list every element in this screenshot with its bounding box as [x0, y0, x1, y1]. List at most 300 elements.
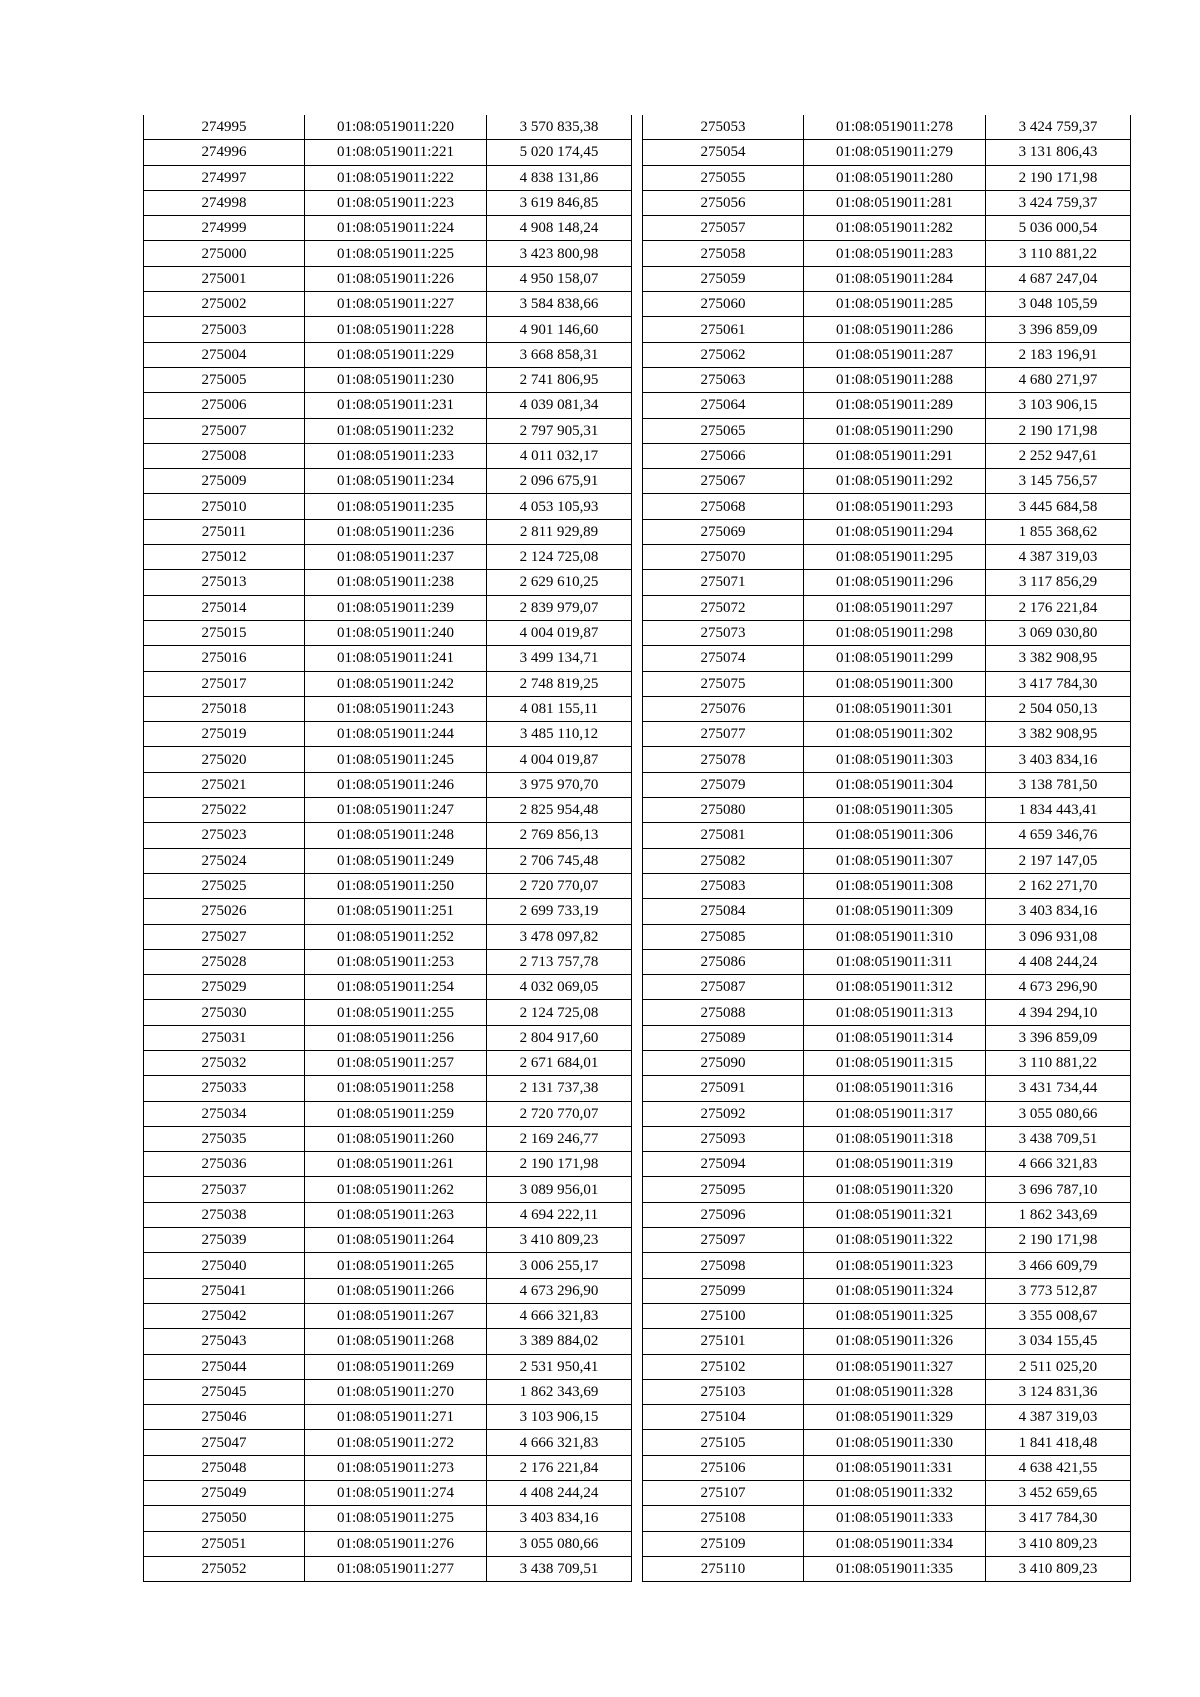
table-row	[144, 1556, 632, 1581]
cadastral-number-cell: 01:08:0519011:316	[804, 1076, 986, 1101]
record-number-cell: 275042	[144, 1303, 305, 1328]
cadastral-value-cell: 3 124 831,36	[986, 1379, 1131, 1404]
record-number-cell: 275097	[643, 1228, 804, 1253]
record-number-cell: 275070	[643, 545, 804, 570]
cadastral-number-cell: 01:08:0519011:301	[804, 696, 986, 721]
cadastral-number-cell: 01:08:0519011:288	[804, 367, 986, 392]
cadastral-number-cell: 01:08:0519011:223	[305, 190, 487, 215]
record-number-cell: 275028	[144, 949, 305, 974]
table-row	[144, 1278, 632, 1303]
cadastral-value-cell: 2 825 954,48	[487, 798, 632, 823]
cadastral-number-cell: 01:08:0519011:254	[305, 975, 487, 1000]
record-number-cell: 275056	[643, 190, 804, 215]
table-row	[643, 418, 1131, 443]
table-row	[643, 190, 1131, 215]
table-row	[144, 469, 632, 494]
cadastral-value-cell: 4 387 319,03	[986, 545, 1131, 570]
record-number-cell: 275003	[144, 317, 305, 342]
record-number-cell: 275089	[643, 1025, 804, 1050]
record-number-cell: 275093	[643, 1126, 804, 1151]
cadastral-number-cell: 01:08:0519011:309	[804, 899, 986, 924]
table-row	[643, 949, 1131, 974]
record-number-cell: 275104	[643, 1405, 804, 1430]
cadastral-value-cell: 3 417 784,30	[986, 671, 1131, 696]
cadastral-number-cell: 01:08:0519011:305	[804, 798, 986, 823]
record-number-cell: 275106	[643, 1455, 804, 1480]
cadastral-number-cell: 01:08:0519011:294	[804, 519, 986, 544]
record-number-cell: 275100	[643, 1303, 804, 1328]
cadastral-number-cell: 01:08:0519011:329	[804, 1405, 986, 1430]
table-row	[643, 1000, 1131, 1025]
record-number-cell: 275098	[643, 1253, 804, 1278]
record-number-cell: 275001	[144, 266, 305, 291]
table-row	[643, 1303, 1131, 1328]
cadastral-number-cell: 01:08:0519011:279	[804, 140, 986, 165]
record-number-cell: 275067	[643, 469, 804, 494]
record-number-cell: 275059	[643, 266, 804, 291]
cadastral-value-cell: 3 396 859,09	[986, 1025, 1131, 1050]
cadastral-number-cell: 01:08:0519011:255	[305, 1000, 487, 1025]
record-number-cell: 275016	[144, 646, 305, 671]
table-row	[144, 393, 632, 418]
cadastral-number-cell: 01:08:0519011:311	[804, 949, 986, 974]
table-row	[643, 241, 1131, 266]
cadastral-value-cell: 2 252 947,61	[986, 443, 1131, 468]
cadastral-value-cell: 2 839 979,07	[487, 595, 632, 620]
table-row	[144, 266, 632, 291]
cadastral-number-cell: 01:08:0519011:300	[804, 671, 986, 696]
cadastral-value-cell: 3 466 609,79	[986, 1253, 1131, 1278]
table-row	[144, 1379, 632, 1404]
record-number-cell: 275091	[643, 1076, 804, 1101]
cadastral-value-cell: 3 403 834,16	[986, 899, 1131, 924]
cadastral-value-cell: 2 124 725,08	[487, 1000, 632, 1025]
cadastral-number-cell: 01:08:0519011:310	[804, 924, 986, 949]
cadastral-value-cell: 3 668 858,31	[487, 342, 632, 367]
record-number-cell: 275002	[144, 292, 305, 317]
record-number-cell: 275072	[643, 595, 804, 620]
cadastral-value-cell: 1 862 343,69	[986, 1202, 1131, 1227]
table-row	[643, 848, 1131, 873]
record-number-cell: 275078	[643, 747, 804, 772]
table-row	[144, 873, 632, 898]
record-number-cell: 275007	[144, 418, 305, 443]
record-number-cell: 275081	[643, 823, 804, 848]
cadastral-value-cell: 3 424 759,37	[986, 115, 1131, 140]
cadastral-value-cell: 3 396 859,09	[986, 317, 1131, 342]
cadastral-value-cell: 2 197 147,05	[986, 848, 1131, 873]
table-row	[144, 367, 632, 392]
record-number-cell: 275110	[643, 1556, 804, 1581]
cadastral-number-cell: 01:08:0519011:261	[305, 1152, 487, 1177]
cadastral-number-cell: 01:08:0519011:264	[305, 1228, 487, 1253]
cadastral-number-cell: 01:08:0519011:298	[804, 620, 986, 645]
cadastral-value-cell: 2 190 171,98	[986, 418, 1131, 443]
table-row	[144, 443, 632, 468]
record-number-cell: 275052	[144, 1556, 305, 1581]
cadastral-value-cell: 4 408 244,24	[986, 949, 1131, 974]
record-number-cell: 275032	[144, 1050, 305, 1075]
cadastral-value-cell: 4 950 158,07	[487, 266, 632, 291]
table-row	[643, 1076, 1131, 1101]
cadastral-value-cell: 3 110 881,22	[986, 241, 1131, 266]
record-number-cell: 274995	[144, 115, 305, 140]
cadastral-number-cell: 01:08:0519011:290	[804, 418, 986, 443]
record-number-cell: 275036	[144, 1152, 305, 1177]
record-number-cell: 275080	[643, 798, 804, 823]
table-row	[643, 747, 1131, 772]
table-row	[144, 1126, 632, 1151]
record-number-cell: 275074	[643, 646, 804, 671]
cadastral-value-cell: 2 190 171,98	[986, 165, 1131, 190]
cadastral-value-cell: 4 666 321,83	[487, 1303, 632, 1328]
record-number-cell: 275015	[144, 620, 305, 645]
cadastral-number-cell: 01:08:0519011:230	[305, 367, 487, 392]
cadastral-number-cell: 01:08:0519011:334	[804, 1531, 986, 1556]
table-row	[643, 165, 1131, 190]
cadastral-value-cell: 2 720 770,07	[487, 1101, 632, 1126]
table-row	[643, 1379, 1131, 1404]
cadastral-number-cell: 01:08:0519011:234	[305, 469, 487, 494]
cadastral-number-cell: 01:08:0519011:283	[804, 241, 986, 266]
cadastral-value-cell: 2 504 050,13	[986, 696, 1131, 721]
table-row	[643, 1177, 1131, 1202]
record-number-cell: 275044	[144, 1354, 305, 1379]
cadastral-number-cell: 01:08:0519011:228	[305, 317, 487, 342]
left-table-body	[144, 115, 632, 1582]
table-row	[643, 1228, 1131, 1253]
record-number-cell: 275079	[643, 772, 804, 797]
table-row	[144, 570, 632, 595]
cadastral-number-cell: 01:08:0519011:304	[804, 772, 986, 797]
cadastral-number-cell: 01:08:0519011:233	[305, 443, 487, 468]
table-row	[643, 469, 1131, 494]
cadastral-value-cell: 1 862 343,69	[487, 1379, 632, 1404]
record-number-cell: 275066	[643, 443, 804, 468]
cadastral-number-cell: 01:08:0519011:250	[305, 873, 487, 898]
cadastral-number-cell: 01:08:0519011:263	[305, 1202, 487, 1227]
record-number-cell: 275055	[643, 165, 804, 190]
cadastral-value-cell: 3 417 784,30	[986, 1506, 1131, 1531]
record-number-cell: 275086	[643, 949, 804, 974]
cadastral-number-cell: 01:08:0519011:269	[305, 1354, 487, 1379]
cadastral-number-cell: 01:08:0519011:289	[804, 393, 986, 418]
record-number-cell: 275101	[643, 1329, 804, 1354]
table-row	[144, 1101, 632, 1126]
cadastral-value-cell: 3 117 856,29	[986, 570, 1131, 595]
cadastral-value-cell: 2 131 737,38	[487, 1076, 632, 1101]
table-row	[144, 1076, 632, 1101]
record-number-cell: 275061	[643, 317, 804, 342]
table-row	[643, 823, 1131, 848]
left-cadastral-table	[143, 115, 632, 1582]
record-number-cell: 275068	[643, 494, 804, 519]
cadastral-value-cell: 3 069 030,80	[986, 620, 1131, 645]
cadastral-value-cell: 2 769 856,13	[487, 823, 632, 848]
cadastral-number-cell: 01:08:0519011:267	[305, 1303, 487, 1328]
cadastral-number-cell: 01:08:0519011:272	[305, 1430, 487, 1455]
cadastral-number-cell: 01:08:0519011:258	[305, 1076, 487, 1101]
table-row	[144, 899, 632, 924]
cadastral-value-cell: 3 089 956,01	[487, 1177, 632, 1202]
cadastral-number-cell: 01:08:0519011:335	[804, 1556, 986, 1581]
table-row	[643, 140, 1131, 165]
cadastral-value-cell: 4 011 032,17	[487, 443, 632, 468]
cadastral-number-cell: 01:08:0519011:296	[804, 570, 986, 595]
cadastral-number-cell: 01:08:0519011:225	[305, 241, 487, 266]
cadastral-value-cell: 3 619 846,85	[487, 190, 632, 215]
cadastral-number-cell: 01:08:0519011:308	[804, 873, 986, 898]
record-number-cell: 275095	[643, 1177, 804, 1202]
cadastral-value-cell: 2 190 171,98	[487, 1152, 632, 1177]
cadastral-number-cell: 01:08:0519011:324	[804, 1278, 986, 1303]
table-row	[144, 1405, 632, 1430]
record-number-cell: 275037	[144, 1177, 305, 1202]
cadastral-number-cell: 01:08:0519011:220	[305, 115, 487, 140]
cadastral-number-cell: 01:08:0519011:282	[804, 216, 986, 241]
cadastral-number-cell: 01:08:0519011:313	[804, 1000, 986, 1025]
record-number-cell: 275017	[144, 671, 305, 696]
cadastral-value-cell: 3 410 809,23	[986, 1556, 1131, 1581]
cadastral-number-cell: 01:08:0519011:239	[305, 595, 487, 620]
table-row	[643, 1329, 1131, 1354]
cadastral-number-cell: 01:08:0519011:317	[804, 1101, 986, 1126]
cadastral-value-cell: 3 055 080,66	[487, 1531, 632, 1556]
table-row	[643, 443, 1131, 468]
cadastral-value-cell: 2 811 929,89	[487, 519, 632, 544]
table-row	[643, 620, 1131, 645]
cadastral-value-cell: 2 804 917,60	[487, 1025, 632, 1050]
cadastral-number-cell: 01:08:0519011:320	[804, 1177, 986, 1202]
record-number-cell: 275047	[144, 1430, 305, 1455]
cadastral-value-cell: 2 531 950,41	[487, 1354, 632, 1379]
table-row	[643, 722, 1131, 747]
table-row	[144, 292, 632, 317]
cadastral-value-cell: 2 629 610,25	[487, 570, 632, 595]
table-row	[643, 646, 1131, 671]
record-number-cell: 275038	[144, 1202, 305, 1227]
cadastral-number-cell: 01:08:0519011:231	[305, 393, 487, 418]
record-number-cell: 275033	[144, 1076, 305, 1101]
record-number-cell: 275084	[643, 899, 804, 924]
table-row	[643, 266, 1131, 291]
cadastral-value-cell: 4 659 346,76	[986, 823, 1131, 848]
table-row	[144, 671, 632, 696]
table-row	[643, 1152, 1131, 1177]
table-row	[144, 1303, 632, 1328]
cadastral-value-cell: 3 445 684,58	[986, 494, 1131, 519]
record-number-cell: 275065	[643, 418, 804, 443]
record-number-cell: 275109	[643, 1531, 804, 1556]
cadastral-value-cell: 3 034 155,45	[986, 1329, 1131, 1354]
record-number-cell: 275035	[144, 1126, 305, 1151]
cadastral-number-cell: 01:08:0519011:245	[305, 747, 487, 772]
cadastral-number-cell: 01:08:0519011:246	[305, 772, 487, 797]
cadastral-value-cell: 2 706 745,48	[487, 848, 632, 873]
table-row	[144, 1050, 632, 1075]
cadastral-value-cell: 3 382 908,95	[986, 722, 1131, 747]
table-row	[643, 1126, 1131, 1151]
cadastral-value-cell: 3 410 809,23	[487, 1228, 632, 1253]
table-row	[144, 1455, 632, 1480]
table-row	[144, 115, 632, 140]
record-number-cell: 275088	[643, 1000, 804, 1025]
table-row	[643, 494, 1131, 519]
cadastral-number-cell: 01:08:0519011:273	[305, 1455, 487, 1480]
cadastral-number-cell: 01:08:0519011:323	[804, 1253, 986, 1278]
cadastral-number-cell: 01:08:0519011:330	[804, 1430, 986, 1455]
record-number-cell: 275087	[643, 975, 804, 1000]
cadastral-number-cell: 01:08:0519011:276	[305, 1531, 487, 1556]
cadastral-value-cell: 3 048 105,59	[986, 292, 1131, 317]
cadastral-number-cell: 01:08:0519011:285	[804, 292, 986, 317]
table-row	[643, 873, 1131, 898]
record-number-cell: 275103	[643, 1379, 804, 1404]
right-cadastral-table	[642, 115, 1131, 1582]
cadastral-number-cell: 01:08:0519011:244	[305, 722, 487, 747]
cadastral-value-cell: 4 408 244,24	[487, 1481, 632, 1506]
record-number-cell: 275005	[144, 367, 305, 392]
record-number-cell: 275019	[144, 722, 305, 747]
cadastral-number-cell: 01:08:0519011:256	[305, 1025, 487, 1050]
table-row	[144, 722, 632, 747]
cadastral-number-cell: 01:08:0519011:318	[804, 1126, 986, 1151]
record-number-cell: 275073	[643, 620, 804, 645]
table-row	[144, 772, 632, 797]
cadastral-value-cell: 4 694 222,11	[487, 1202, 632, 1227]
cadastral-value-cell: 3 006 255,17	[487, 1253, 632, 1278]
cadastral-value-cell: 4 680 271,97	[986, 367, 1131, 392]
cadastral-number-cell: 01:08:0519011:238	[305, 570, 487, 595]
record-number-cell: 275008	[144, 443, 305, 468]
cadastral-value-cell: 3 096 931,08	[986, 924, 1131, 949]
cadastral-number-cell: 01:08:0519011:287	[804, 342, 986, 367]
table-row	[643, 545, 1131, 570]
cadastral-number-cell: 01:08:0519011:333	[804, 1506, 986, 1531]
record-number-cell: 275041	[144, 1278, 305, 1303]
table-row	[144, 317, 632, 342]
table-row	[643, 1025, 1131, 1050]
table-row	[643, 1430, 1131, 1455]
record-number-cell: 275025	[144, 873, 305, 898]
cadastral-value-cell: 4 901 146,60	[487, 317, 632, 342]
cadastral-number-cell: 01:08:0519011:299	[804, 646, 986, 671]
cadastral-value-cell: 4 666 321,83	[487, 1430, 632, 1455]
record-number-cell: 275031	[144, 1025, 305, 1050]
cadastral-value-cell: 5 020 174,45	[487, 140, 632, 165]
table-row	[643, 1253, 1131, 1278]
cadastral-number-cell: 01:08:0519011:248	[305, 823, 487, 848]
table-row	[144, 545, 632, 570]
record-number-cell: 275107	[643, 1481, 804, 1506]
cadastral-number-cell: 01:08:0519011:236	[305, 519, 487, 544]
record-number-cell: 275090	[643, 1050, 804, 1075]
table-row	[144, 190, 632, 215]
table-row	[144, 848, 632, 873]
cadastral-number-cell: 01:08:0519011:295	[804, 545, 986, 570]
cadastral-value-cell: 2 183 196,91	[986, 342, 1131, 367]
cadastral-number-cell: 01:08:0519011:312	[804, 975, 986, 1000]
record-number-cell: 275014	[144, 595, 305, 620]
cadastral-number-cell: 01:08:0519011:274	[305, 1481, 487, 1506]
record-number-cell: 275004	[144, 342, 305, 367]
table-row	[643, 216, 1131, 241]
cadastral-number-cell: 01:08:0519011:281	[804, 190, 986, 215]
cadastral-number-cell: 01:08:0519011:284	[804, 266, 986, 291]
record-number-cell: 274996	[144, 140, 305, 165]
record-number-cell: 275108	[643, 1506, 804, 1531]
record-number-cell: 275029	[144, 975, 305, 1000]
cadastral-value-cell: 3 423 800,98	[487, 241, 632, 266]
record-number-cell: 275096	[643, 1202, 804, 1227]
table-row	[144, 418, 632, 443]
record-number-cell: 274999	[144, 216, 305, 241]
table-row	[643, 671, 1131, 696]
table-row	[643, 798, 1131, 823]
record-number-cell: 275027	[144, 924, 305, 949]
record-number-cell: 275013	[144, 570, 305, 595]
cadastral-value-cell: 4 004 019,87	[487, 747, 632, 772]
cadastral-value-cell: 4 081 155,11	[487, 696, 632, 721]
table-row	[144, 595, 632, 620]
cadastral-value-cell: 3 431 734,44	[986, 1076, 1131, 1101]
cadastral-value-cell: 3 403 834,16	[986, 747, 1131, 772]
cadastral-value-cell: 3 355 008,67	[986, 1303, 1131, 1328]
cadastral-number-cell: 01:08:0519011:293	[804, 494, 986, 519]
cadastral-number-cell: 01:08:0519011:331	[804, 1455, 986, 1480]
record-number-cell: 275046	[144, 1405, 305, 1430]
cadastral-number-cell: 01:08:0519011:249	[305, 848, 487, 873]
cadastral-value-cell: 4 032 069,05	[487, 975, 632, 1000]
cadastral-number-cell: 01:08:0519011:229	[305, 342, 487, 367]
cadastral-value-cell: 3 584 838,66	[487, 292, 632, 317]
cadastral-value-cell: 3 975 970,70	[487, 772, 632, 797]
cadastral-value-cell: 3 438 709,51	[986, 1126, 1131, 1151]
table-row	[643, 317, 1131, 342]
record-number-cell: 274998	[144, 190, 305, 215]
record-number-cell: 275000	[144, 241, 305, 266]
record-number-cell: 275030	[144, 1000, 305, 1025]
cadastral-number-cell: 01:08:0519011:286	[804, 317, 986, 342]
cadastral-value-cell: 5 036 000,54	[986, 216, 1131, 241]
cadastral-number-cell: 01:08:0519011:322	[804, 1228, 986, 1253]
cadastral-number-cell: 01:08:0519011:306	[804, 823, 986, 848]
cadastral-number-cell: 01:08:0519011:292	[804, 469, 986, 494]
table-row	[643, 570, 1131, 595]
table-row	[144, 696, 632, 721]
table-row	[643, 975, 1131, 1000]
record-number-cell: 275053	[643, 115, 804, 140]
record-number-cell: 275105	[643, 1430, 804, 1455]
cadastral-number-cell: 01:08:0519011:242	[305, 671, 487, 696]
cadastral-value-cell: 3 055 080,66	[986, 1101, 1131, 1126]
cadastral-number-cell: 01:08:0519011:266	[305, 1278, 487, 1303]
cadastral-value-cell: 4 908 148,24	[487, 216, 632, 241]
cadastral-number-cell: 01:08:0519011:222	[305, 165, 487, 190]
cadastral-value-cell: 2 720 770,07	[487, 873, 632, 898]
cadastral-number-cell: 01:08:0519011:259	[305, 1101, 487, 1126]
record-number-cell: 275048	[144, 1455, 305, 1480]
record-number-cell: 275020	[144, 747, 305, 772]
table-row	[144, 1531, 632, 1556]
cadastral-number-cell: 01:08:0519011:227	[305, 292, 487, 317]
cadastral-number-cell: 01:08:0519011:302	[804, 722, 986, 747]
table-row	[144, 519, 632, 544]
table-row	[144, 646, 632, 671]
record-number-cell: 275102	[643, 1354, 804, 1379]
table-row	[144, 975, 632, 1000]
cadastral-number-cell: 01:08:0519011:278	[804, 115, 986, 140]
